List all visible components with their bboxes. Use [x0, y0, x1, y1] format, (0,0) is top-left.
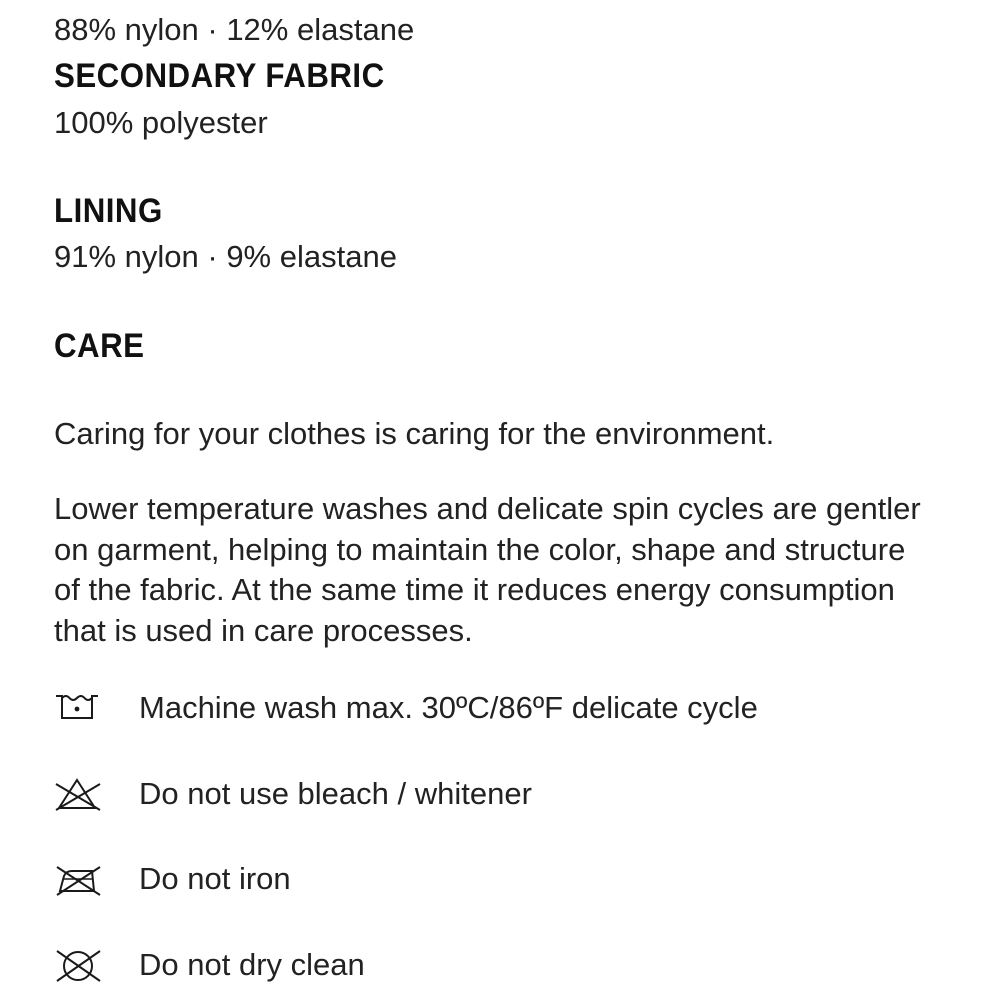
care-instruction-bleach — [54, 769, 532, 819]
lining-heading: LINING — [54, 192, 163, 230]
no-bleach-icon — [54, 774, 106, 814]
care-instruction-wash — [54, 683, 758, 733]
lining-value: 91% nylon · 9% elastane — [54, 239, 397, 274]
secondary-fabric-heading: SECONDARY FABRIC — [54, 57, 385, 95]
no-dry-clean-icon — [54, 945, 106, 985]
care-intro: Caring for your clothes is caring for the environment. — [54, 416, 775, 451]
care-instruction-label: Do not use bleach / whitener — [139, 776, 532, 811]
care-instruction-label: Do not iron — [139, 861, 291, 896]
secondary-fabric-value: 100% polyester — [54, 105, 268, 140]
care-heading: CARE — [54, 327, 145, 365]
care-instruction-label: Do not dry clean — [139, 947, 365, 982]
main-fabric-value: 88% nylon · 12% elastane — [54, 12, 415, 47]
care-instruction-iron — [54, 854, 291, 904]
wash-30-delicate-icon — [54, 688, 106, 728]
care-instruction-label: Machine wash max. 30ºC/86ºF delicate cycle — [139, 690, 758, 725]
care-instruction-dry-clean — [54, 940, 365, 990]
care-description: Lower temperature washes and delicate spin cycles are gentler on garment, helping to maintain the color, shape and structure of the fabric. At the same time it reduces energy consumption that is used in care processes. — [54, 491, 921, 648]
no-iron-icon — [54, 859, 106, 899]
